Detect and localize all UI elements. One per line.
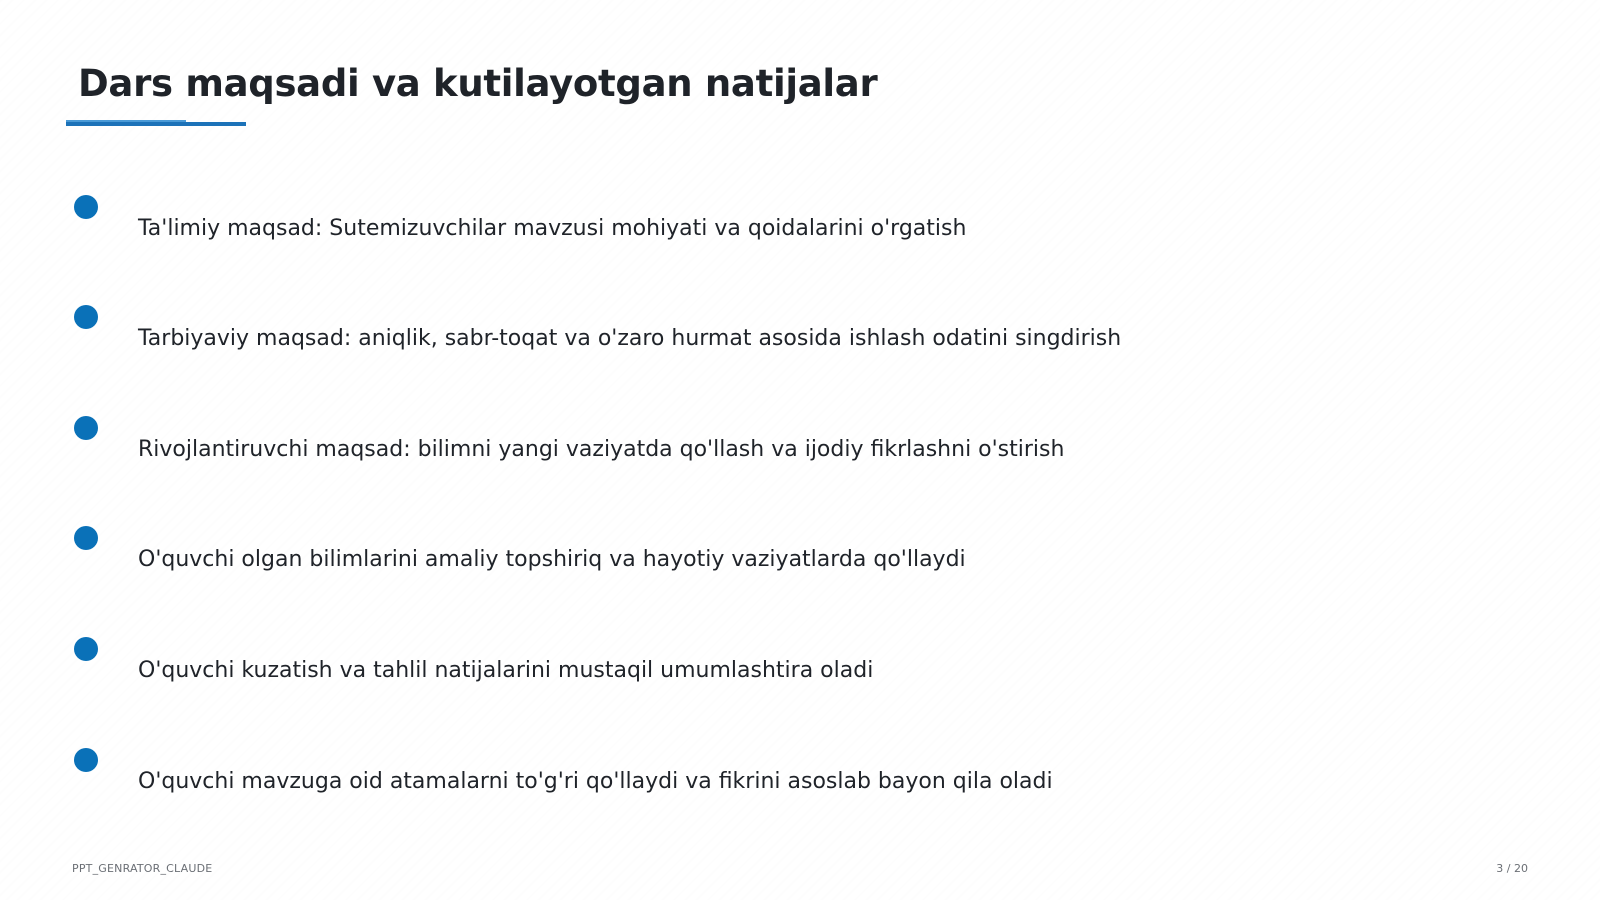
page-number: 3 / 20 <box>1496 862 1528 875</box>
list-item-text: O'quvchi kuzatish va tahlil natijalarini mustaqil umumlashtira oladi <box>138 658 874 683</box>
list-item-text: O'quvchi mavzuga oid atamalarni to'g'ri qo'llaydi va fikrini asoslab bayon qila oladi <box>138 769 1053 794</box>
bullet-dot-icon <box>74 195 98 219</box>
list-item <box>0 195 1600 295</box>
list-item <box>0 416 1600 516</box>
list-item <box>0 637 1600 737</box>
list-item <box>0 748 1600 848</box>
bullet-dot-icon <box>74 416 98 440</box>
list-item-text: Rivojlantiruvchi maqsad: bilimni yangi vaziyatda qo'llash va ijodiy fikrlashni o'stirish <box>138 437 1065 462</box>
bullet-dot-icon <box>74 526 98 550</box>
bullet-dot-icon <box>74 748 98 772</box>
list-item <box>0 526 1600 626</box>
footer-source-label: PPT_GENRATOR_CLAUDE <box>72 862 213 875</box>
slide-title: Dars maqsadi va kutilayotgan natijalar <box>78 62 878 105</box>
list-item-text: Tarbiyaviy maqsad: aniqlik, sabr-toqat va o'zaro hurmat asosida ishlash odatini singdirish <box>138 326 1122 351</box>
list-item-text: Ta'limiy maqsad: Sutemizuvchilar mavzusi mohiyati va qoidalarini o'rgatish <box>138 216 967 241</box>
list-item <box>0 305 1600 405</box>
bullet-dot-icon <box>74 305 98 329</box>
list-item-text: O'quvchi olgan bilimlarini amaliy topshiriq va hayotiy vaziyatlarda qo'llaydi <box>138 547 966 572</box>
bullet-dot-icon <box>74 637 98 661</box>
